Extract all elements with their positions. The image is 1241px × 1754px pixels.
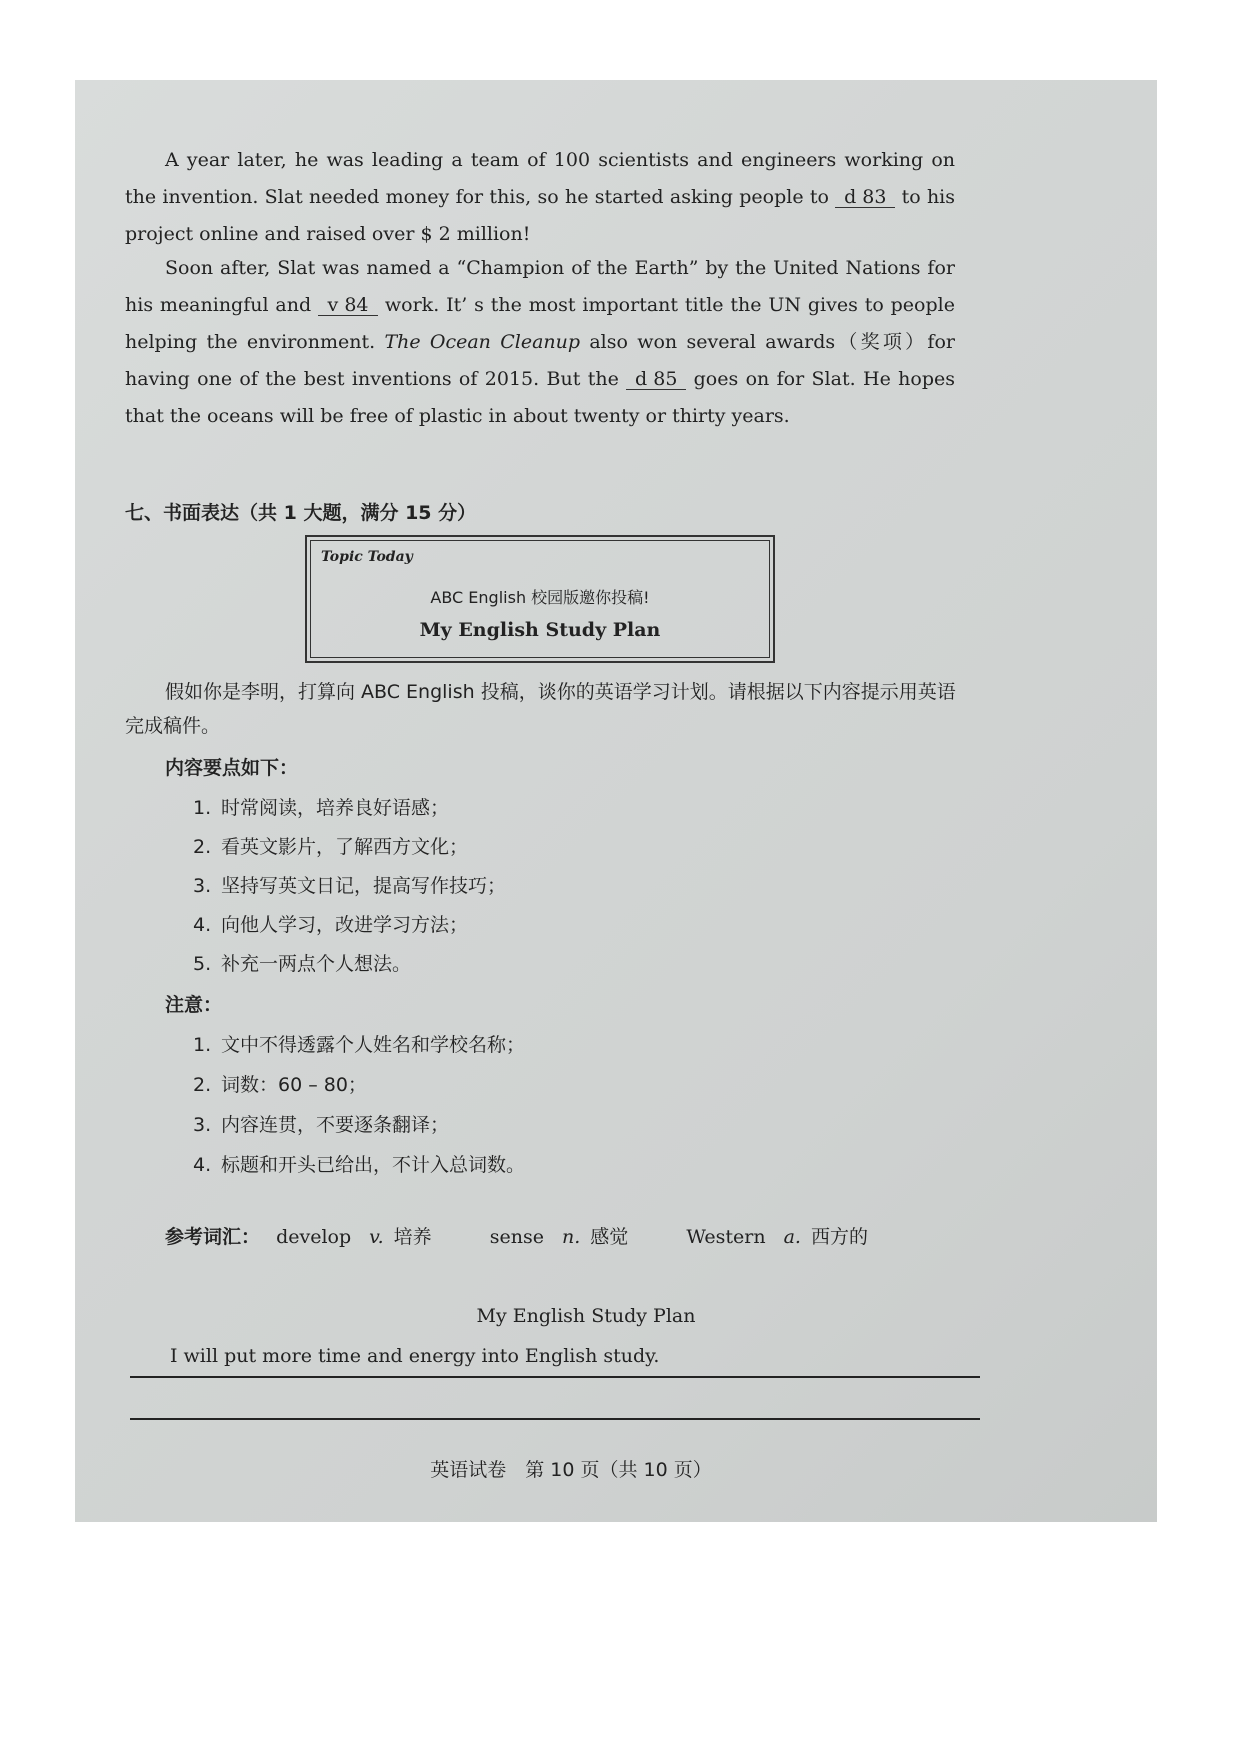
content-point bbox=[193, 793, 449, 820]
instruction-text: 假如你是李明，打算向 ABC English 投稿，谈你的英语学习计划。请根据以下内容提示用英语完成稿件。 bbox=[125, 681, 956, 737]
item-number: 1. bbox=[193, 797, 212, 819]
answer-blank-84: v 84 bbox=[318, 295, 378, 316]
note-item bbox=[193, 1030, 525, 1057]
vocab-meaning: 感觉 bbox=[590, 1226, 629, 1248]
item-number: 2. bbox=[193, 836, 212, 858]
topic-title: My English Study Plan bbox=[419, 619, 661, 641]
item-text: 看英文影片，了解西方文化； bbox=[221, 836, 469, 858]
vocab-meaning: 西方的 bbox=[810, 1226, 868, 1248]
paragraph-text: also won several awards（奖项）for having one of the best inventions of 2015. But the bbox=[125, 331, 955, 390]
page-footer: 英语试卷 第 10 页（共 10 页） bbox=[430, 1459, 712, 1481]
item-text: 标题和开头已给出，不计入总词数。 bbox=[221, 1154, 526, 1176]
item-text: 向他人学习，改进学习方法； bbox=[221, 914, 469, 936]
topic-box-inner bbox=[310, 540, 770, 658]
vocab-pos: v. bbox=[369, 1226, 384, 1248]
vocab-pos: n. bbox=[562, 1226, 581, 1248]
paragraph-text: work. It’ s the most important title the UN gives to people helping the environment. bbox=[125, 294, 955, 353]
paragraph-text: Soon after, Slat was named a “Champion of the Earth” by the United Nations for his meaningful and bbox=[125, 257, 955, 316]
topic-invitation: ABC English 校园版邀你投稿! bbox=[430, 588, 650, 607]
item-number: 4. bbox=[193, 914, 212, 936]
topic-label: Topic Today bbox=[321, 549, 413, 565]
item-number: 4. bbox=[193, 1154, 212, 1176]
content-point bbox=[193, 949, 411, 976]
answer-blank-83: d 83 bbox=[835, 187, 895, 208]
topic-box bbox=[305, 535, 775, 663]
content-points-heading: 内容要点如下： bbox=[165, 757, 299, 779]
item-text: 内容连贯，不要逐条翻译； bbox=[221, 1114, 450, 1136]
essay-opening: I will put more time and energy into English study. bbox=[170, 1345, 660, 1367]
essay-title: My English Study Plan bbox=[476, 1305, 696, 1327]
writing-line bbox=[130, 1384, 980, 1420]
item-number: 1. bbox=[193, 1034, 212, 1056]
paragraph-text: goes on for Slat. He hopes that the oceans will be free of plastic in about twenty or thirty years. bbox=[125, 368, 956, 427]
item-number: 3. bbox=[193, 1114, 212, 1136]
item-text: 文中不得透露个人姓名和学校名称； bbox=[221, 1034, 526, 1056]
item-number: 3. bbox=[193, 875, 212, 897]
paragraph-text: to his project online and raised over $ 2 million! bbox=[125, 186, 956, 245]
item-number: 5. bbox=[193, 953, 212, 975]
content-point bbox=[193, 910, 468, 937]
vocab-word: develop bbox=[276, 1226, 352, 1248]
vocab-word: sense bbox=[489, 1226, 545, 1248]
item-text: 时常阅读，培养良好语感； bbox=[221, 797, 450, 819]
passage-paragraph-2 bbox=[125, 250, 955, 435]
vocab-label: 参考词汇： bbox=[165, 1226, 261, 1248]
reference-vocabulary bbox=[165, 1222, 868, 1249]
notes-heading: 注意： bbox=[165, 994, 223, 1016]
vocab-meaning: 培养 bbox=[393, 1226, 432, 1248]
passage-paragraph-1 bbox=[125, 142, 955, 253]
exam-page bbox=[75, 80, 1157, 1522]
paragraph-text: A year later, he was leading a team of 100 scientists and engineers working on the invention. Slat needed money for this, so he started asking people to bbox=[125, 149, 955, 208]
italic-title: The Ocean Cleanup bbox=[384, 331, 581, 353]
vocab-word: Western bbox=[686, 1226, 766, 1248]
answer-blank-85: d 85 bbox=[626, 369, 686, 390]
note-item bbox=[193, 1110, 449, 1137]
item-text: 坚持写英文日记，提高写作技巧； bbox=[221, 875, 507, 897]
vocab-pos: a. bbox=[783, 1226, 801, 1248]
item-text: 补充一两点个人想法。 bbox=[221, 953, 412, 975]
content-point bbox=[193, 871, 506, 898]
section-title: 七、书面表达（共 1 大题，满分 15 分） bbox=[125, 502, 477, 524]
item-text: 词数：60 – 80； bbox=[221, 1074, 367, 1096]
note-item bbox=[193, 1070, 367, 1097]
note-item bbox=[193, 1150, 525, 1177]
writing-instruction bbox=[125, 675, 960, 743]
content-point bbox=[193, 832, 468, 859]
item-number: 2. bbox=[193, 1074, 212, 1096]
